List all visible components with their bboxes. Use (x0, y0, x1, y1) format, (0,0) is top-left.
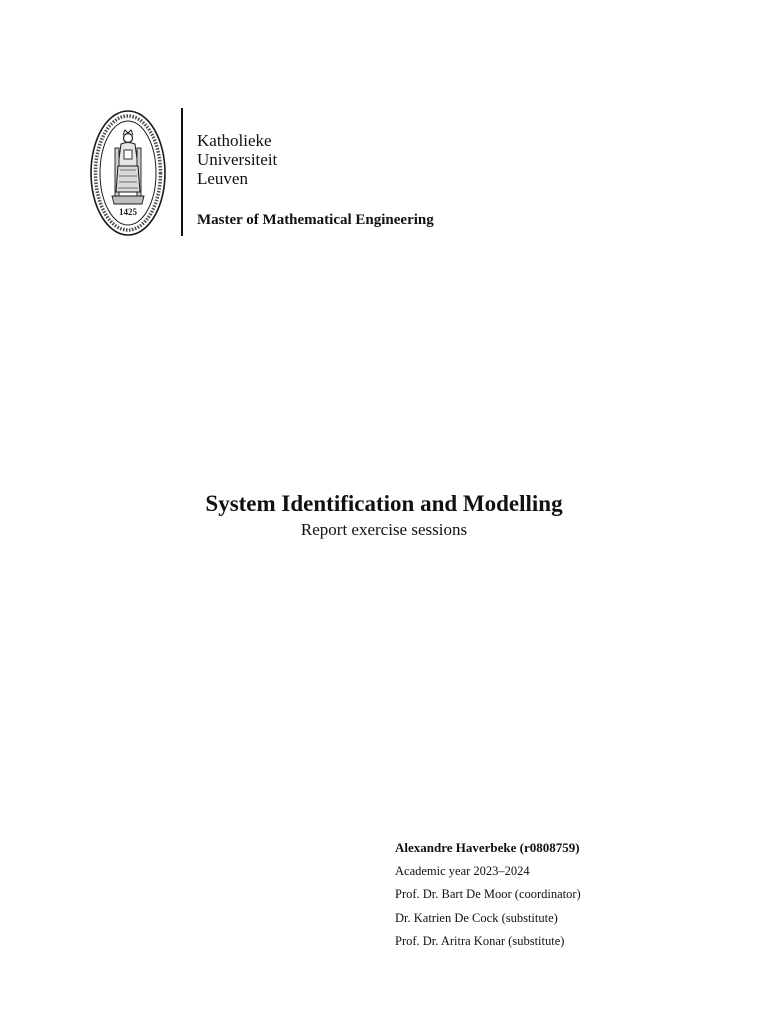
university-name (197, 131, 277, 188)
university-line-1: Katholieke (197, 131, 272, 150)
author-name: Alexandre Haverbeke (r0808759) (395, 840, 580, 855)
university-header (88, 108, 508, 238)
ku-leuven-seal-icon (88, 108, 168, 238)
academic-year: Academic year 2023–2024 (395, 863, 530, 878)
author-info (395, 836, 735, 954)
title-block (0, 488, 768, 540)
supervisor-coordinator: Prof. Dr. Bart De Moor (coordinator) (395, 887, 581, 901)
header-divider (181, 108, 183, 236)
university-line-3: Leuven (197, 169, 248, 188)
supervisor-substitute-1: Dr. Katrien De Cock (substitute) (395, 910, 558, 925)
document-subtitle: Report exercise sessions (300, 520, 468, 539)
supervisor-substitute-2: Prof. Dr. Aritra Konar (substitute) (395, 934, 565, 948)
university-line-2: Universiteit (197, 150, 278, 169)
document-title: System Identification and Modelling (205, 491, 563, 516)
program-name: Master of Mathematical Engineering (197, 212, 434, 228)
seal-year: 1425 (119, 207, 137, 217)
